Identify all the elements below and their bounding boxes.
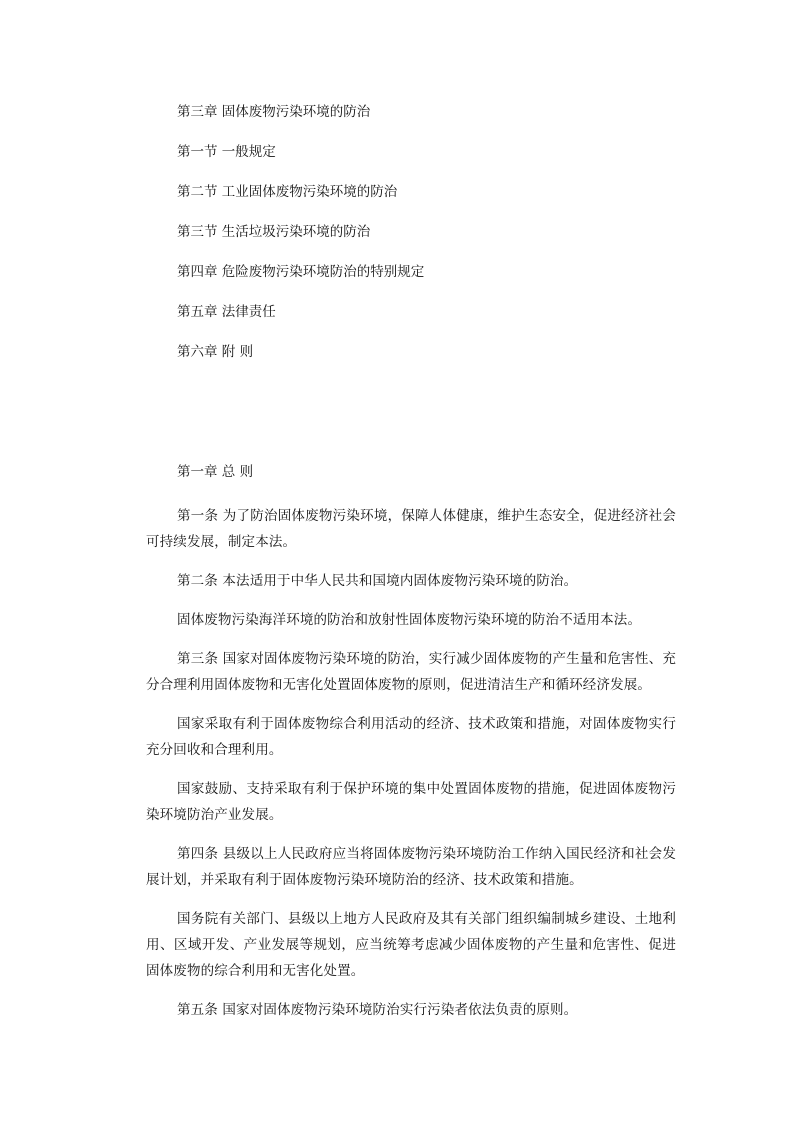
- toc-item-section-2: 第二节 工业固体废物污染环境的防治: [177, 184, 398, 200]
- article-5-paragraph: 第五条 国家对固体废物污染环境防治实行污染者依法负责的原则。: [177, 1002, 578, 1018]
- article-2-paragraph: 第二条 本法适用于中华人民共和国境内固体废物污染环境的防治。: [177, 573, 578, 589]
- article-4-paragraph: 第四条 县级以上人民政府应当将固体废物污染环境防治工作纳入国民经济和社会发展计划，并采取有利于固体废物污染环境防治的经济、技术政策和措施。: [146, 846, 676, 888]
- toc-item-section-3: 第三节 生活垃圾污染环境的防治: [177, 224, 371, 240]
- article-3-paragraph-3: 国家鼓励、支持采取有利于保护环境的集中处置固体废物的措施，促进固体废物污染环境防治产业发展。: [146, 781, 676, 823]
- toc-item-chapter-4: 第四章 危险废物污染环境防治的特别规定: [177, 264, 425, 280]
- chapter-1-body: [146, 462, 676, 1036]
- toc-item-chapter-3: 第三章 固体废物污染环境的防治: [177, 104, 371, 120]
- article-1-paragraph: 第一条 为了防治固体废物污染环境，保障人体健康，维护生态安全，促进经济社会可持续发展，制定本法。: [146, 508, 676, 550]
- article-4-paragraph-2: 国务院有关部门、县级以上地方人民政府及其有关部门组织编制城乡建设、土地利用、区域开发、产业发展等规划，应当统筹考虑减少固体废物的产生量和危害性、促进固体废物的综合利用和无害化处置。: [146, 911, 676, 979]
- toc-item-chapter-5: 第五章 法律责任: [177, 304, 276, 320]
- toc-item-chapter-6: 第六章 附 则: [177, 344, 254, 360]
- toc-item-section-1: 第一节 一般规定: [177, 144, 276, 160]
- table-of-contents: [177, 102, 697, 382]
- article-3-paragraph: 第三条 国家对固体废物污染环境的防治，实行减少固体废物的产生量和危害性、充分合理利用固体废物和无害化处置固体废物的原则，促进清洁生产和循环经济发展。: [146, 651, 676, 693]
- chapter-1-heading: 第一章 总 则: [177, 464, 254, 480]
- article-2-paragraph-2: 固体废物污染海洋环境的防治和放射性固体废物污染环境的防治不适用本法。: [177, 612, 642, 628]
- article-3-paragraph-2: 国家采取有利于固体废物综合利用活动的经济、技术政策和措施，对固体废物实行充分回收和合理利用。: [146, 716, 676, 758]
